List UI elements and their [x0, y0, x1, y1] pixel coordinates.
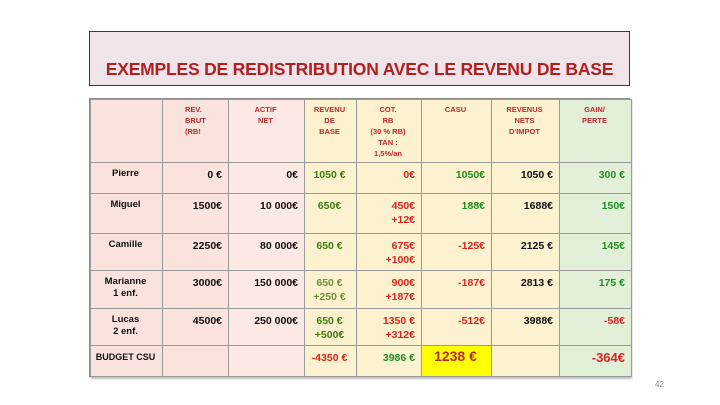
header-cotisation: COT. RB (30 % RB) TAN : 1,5%/an: [357, 100, 422, 163]
cell-revenu-de-base: 650 €: [305, 234, 357, 271]
cell-cotisation: 0€: [357, 163, 422, 194]
header-casu: CASU: [422, 100, 492, 163]
cell-casu: 1050€: [422, 163, 492, 194]
header-revenu-de-base: REVENU DE BASE: [305, 100, 357, 163]
cell-cotisation: 900€ +187€: [357, 271, 422, 309]
cell-actif-net: 10 000€: [229, 194, 305, 234]
cell-actif-net: 150 000€: [229, 271, 305, 309]
row-name: Camille: [91, 234, 163, 271]
cell-casu-highlight: 1238 €: [422, 346, 492, 377]
row-name: Lucas 2 enf.: [91, 309, 163, 346]
cell-actif-net: [229, 346, 305, 377]
header-rev-brut: REV. BRUT (RB!: [163, 100, 229, 163]
cell-cotisation: 1350 € +312€: [357, 309, 422, 346]
cell-gain-perte: 175 €: [560, 271, 632, 309]
cell-cotisation: 450€ +12€: [357, 194, 422, 234]
row-name: Marianne 1 enf.: [91, 271, 163, 309]
cell-rev-brut: 2250€: [163, 234, 229, 271]
slide-title: EXEMPLES DE REDISTRIBUTION AVEC LE REVENU DE BASE: [105, 59, 614, 79]
page-number: 42: [655, 380, 664, 389]
header-revenus-nets: REVENUS NETS D'IMPOT: [492, 100, 560, 163]
cell-revenus-nets: 2125 €: [492, 234, 560, 271]
table-row: [91, 309, 632, 346]
row-name: Miguel: [91, 194, 163, 234]
header-actif-net: ACTIF NET: [229, 100, 305, 163]
table-row: [91, 194, 632, 234]
cell-revenu-de-base: 650 € +250 €: [305, 271, 357, 309]
cell-gain-perte: 150€: [560, 194, 632, 234]
cell-casu: 188€: [422, 194, 492, 234]
cell-revenu-de-base: 650€: [305, 194, 357, 234]
cell-actif-net: 250 000€: [229, 309, 305, 346]
cell-revenus-nets: 1050 €: [492, 163, 560, 194]
cell-revenu-de-base: -4350 €: [305, 346, 357, 377]
cell-actif-net: 80 000€: [229, 234, 305, 271]
cell-gain-perte: 300 €: [560, 163, 632, 194]
header-name: [91, 100, 163, 163]
cell-gain-perte: -58€: [560, 309, 632, 346]
cell-actif-net: 0€: [229, 163, 305, 194]
cell-casu: -512€: [422, 309, 492, 346]
cell-revenus-nets: 2813 €: [492, 271, 560, 309]
table-row: [91, 271, 632, 309]
cell-gain-perte: 145€: [560, 234, 632, 271]
table-row: [91, 163, 632, 194]
budget-row: [91, 346, 632, 377]
cell-revenu-de-base: 650 € +500€: [305, 309, 357, 346]
cell-rev-brut: 4500€: [163, 309, 229, 346]
cell-rev-brut: [163, 346, 229, 377]
cell-rev-brut: 3000€: [163, 271, 229, 309]
cell-rev-brut: 1500€: [163, 194, 229, 234]
cell-rev-brut: 0 €: [163, 163, 229, 194]
header-row: [91, 100, 632, 163]
redistribution-table: [89, 98, 630, 377]
cell-revenus-nets: 1688€: [492, 194, 560, 234]
cell-revenus-nets: [492, 346, 560, 377]
header-gain-perte: GAIN/ PERTE: [560, 100, 632, 163]
cell-casu: -125€: [422, 234, 492, 271]
cell-revenu-de-base: 1050 €: [305, 163, 357, 194]
cell-gain-perte: -364€: [560, 346, 632, 377]
cell-cotisation: 3986 €: [357, 346, 422, 377]
row-name: BUDGET CSU: [91, 346, 163, 377]
cell-revenus-nets: 3988€: [492, 309, 560, 346]
slide-title-box: [89, 31, 630, 86]
table-row: [91, 234, 632, 271]
cell-cotisation: 675€ +100€: [357, 234, 422, 271]
cell-casu: -187€: [422, 271, 492, 309]
row-name: Pierre: [91, 163, 163, 194]
